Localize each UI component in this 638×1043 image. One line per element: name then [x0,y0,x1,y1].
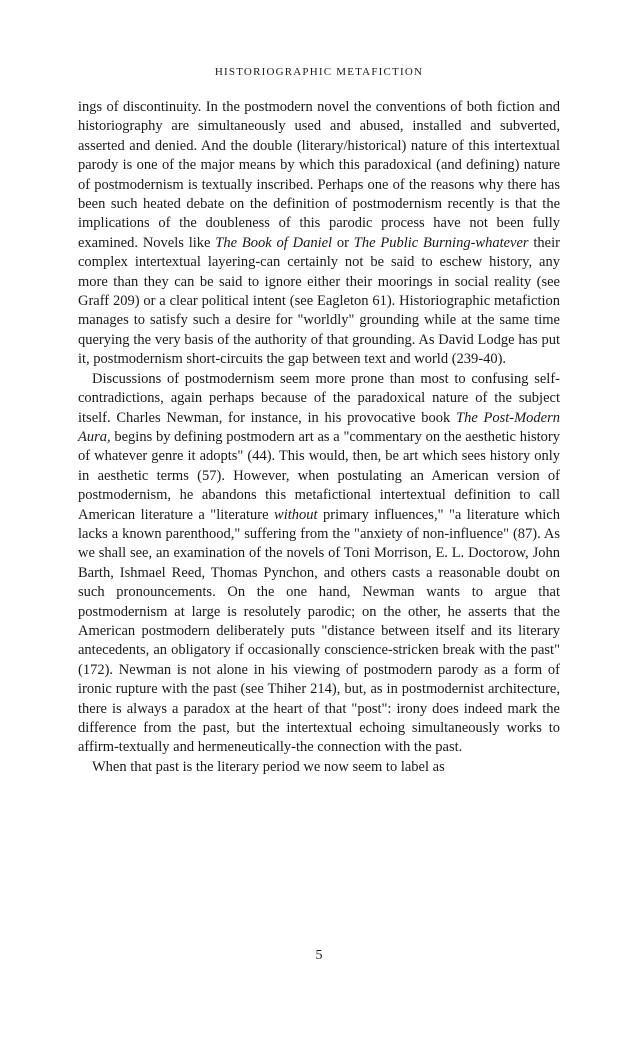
p1-text-c: - [470,234,476,251]
emphasis-whatever: whatever [475,234,529,251]
paragraph-1 [78,98,560,370]
book-title-public-burning: The Public Burning [353,234,471,251]
p1-text-d: their complex intertextual layering-can certainly not be said to eschew history, any more than they can be said to ignore either their moorings in social reality (see Graff 209) or a clear political intent (see Eagleton 61). Historiographic metafiction manages to satisfy such a desire for "worldly" grounding while at the same time querying the very basis of the authority of that grounding. As David Lodge has put it, postmodernism short-circuits the gap between text and world (239-40). [78,234,560,368]
paragraph-3: When that past is the literary period we now seem to label as [92,758,445,775]
p2-text-c: primary influences," "a literature which lacks a known parenthood," suffering from the "anxiety of non-influence" (87). As we shall see, an examination of the novels of Toni Morrison, E. L. Doctorow, John Barth, Ishmael Reed, Thomas Pynchon, and others casts a reasonable doubt on such pronouncements. On the one hand, Newman wants to argue that postmodernism at large is resolutely parodic; on the other, he asserts that the American postmodern deliberately puts "distance between itself and its literary antecedents, an obligatory if occasionally conscience-stricken break with the past" (172). Newman is not alone in his viewing of postmodern parody as a form of ironic rupture with the past (see Thiher 214), but, as in postmodernist architecture, there is always a paradox at the heart of that "post": irony does indeed mark the difference from the past, but the intertextual echoing simultaneously works to affirm-textually and hermeneutically-the connection with the past. [78,506,560,756]
p1-text-b: or [332,234,354,251]
book-title-post-modern-aura: The Post-Modern Aura, [78,409,561,445]
running-head: HISTORIOGRAPHIC METAFICTION [214,66,424,78]
emphasis-without: without [274,506,318,523]
page-number: 5 [315,948,323,963]
paragraph-2 [78,370,560,758]
book-title-daniel: The Book of Daniel [215,234,333,251]
p1-text-a: ings of discontinuity. In the postmodern novel the conventions of both fiction and historiography are simultaneously used and abused, installed and subverted, asserted and denied. And the double (literary/historical) nature of this intertextual parody is one of the major means by which this paradoxical (and defining) nature of postmodernism is textually inscribed. Perhaps one of the reasons why there has been such heated debate on the definition of postmodernism recently is that the implications of the doubleness of this parodic process have not been fully examined. Novels like [78,99,560,251]
body-text [78,98,560,777]
p2-text-b: begins by defining postmodern art as a "commentary on the aesthetic history of whatever genre it adopts" (44). This would, then, be art which sees history only in aesthetic terms (57). However, when postulating an American version of postmodernism, he abandons this metafictional intertextual definition to call American literature a "literature [78,428,560,523]
p2-text-a: Discussions of postmodernism seem more prone than most to confusing self-contradictions, again perhaps because of the paradoxical nature of the subject itself. Charles Newman, for instance, in his provocative book [78,370,560,426]
